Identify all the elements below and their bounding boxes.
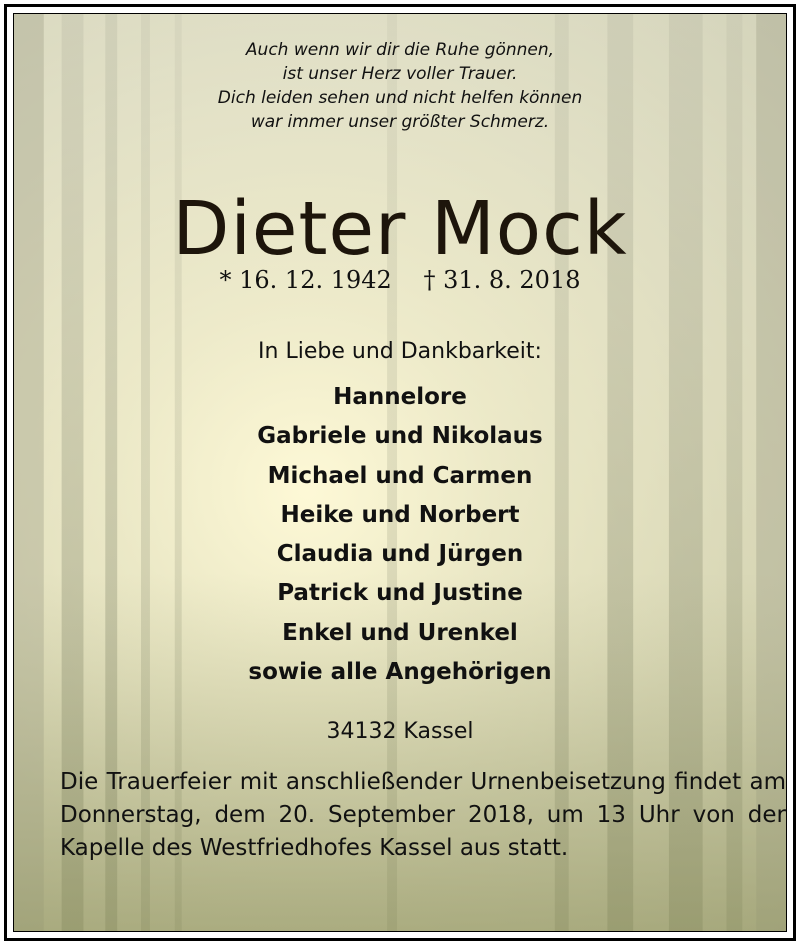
mourner-name: Patrick und Justine	[277, 580, 523, 607]
birth-date: * 16. 12. 1942	[219, 266, 392, 294]
mourner-name: Hannelore	[333, 384, 467, 410]
mourner-name: Michael und Carmen	[267, 462, 533, 489]
poem-line: Dich leiden sehen und nicht helfen können	[217, 88, 583, 108]
funeral-notice: Die Trauerfeier mit anschließender Urnenbeisetzung findet am Donnerstag, dem 20. September 2018, um 13 Uhr von der Kapelle des Westfriedhofes Kassel aus statt.	[60, 769, 786, 861]
mourners-list	[14, 378, 786, 692]
obituary-frame	[4, 4, 796, 941]
poem-line: ist unser Herz voller Trauer.	[282, 64, 518, 84]
mourner-name: Enkel und Urenkel	[282, 619, 518, 646]
deceased-name: Dieter Mock	[172, 186, 628, 272]
poem-line: war immer unser größter Schmerz.	[250, 112, 550, 132]
city-line: 34132 Kassel	[326, 719, 474, 744]
memorial-poem	[14, 38, 786, 134]
poem-line: Auch wenn wir dir die Ruhe gönnen,	[245, 40, 555, 60]
death-date: † 31. 8. 2018	[423, 266, 581, 294]
mourners-intro: In Liebe und Dankbarkeit:	[258, 339, 542, 364]
mourner-name: Claudia und Jürgen	[276, 541, 524, 568]
mourner-name: Gabriele und Nikolaus	[257, 423, 543, 450]
mourner-name: Heike und Norbert	[280, 501, 520, 528]
mourner-name: sowie alle Angehörigen	[248, 659, 552, 686]
life-dates	[14, 266, 786, 294]
obituary-content	[14, 14, 786, 931]
obituary-panel	[13, 13, 787, 932]
